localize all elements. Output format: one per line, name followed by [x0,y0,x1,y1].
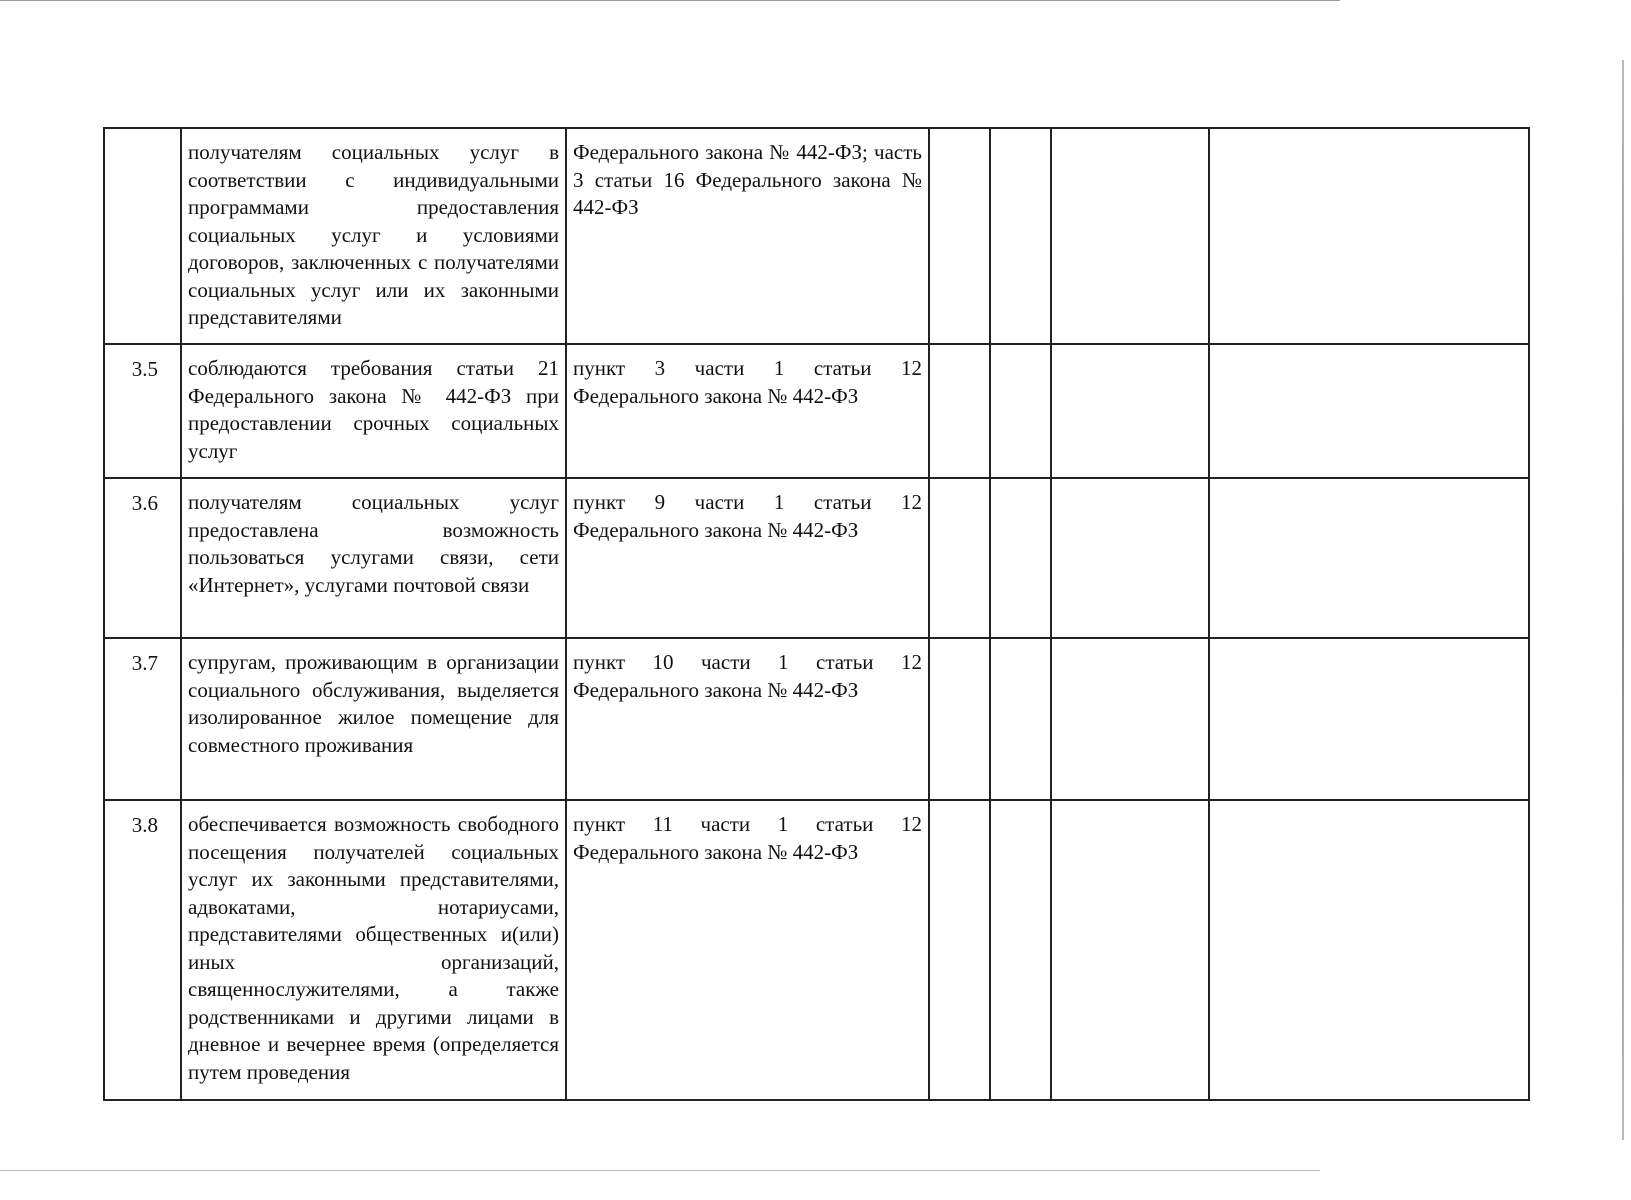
yes-cell [929,800,990,1100]
table-row [104,128,1529,344]
yes-cell [929,128,990,344]
notes-cell [1209,800,1529,1100]
notes-cell [1209,344,1529,478]
requirement-text: обеспечивается возможность свободного посещения получателей социальных услуг их законными представителями, адвокатами, нотариусами, представителями общественных и(или) иных организаций, священнослужителями, а также родственниками и другими лицами в дневное и вечернее время (определяется путем проведения [181,800,566,1100]
notes-cell [1209,478,1529,638]
no-cell [990,638,1051,800]
yes-cell [929,638,990,800]
table-row [104,478,1529,638]
no-cell [990,344,1051,478]
checklist-table [103,127,1530,1101]
not-applicable-cell [1051,638,1209,800]
table-row [104,800,1529,1100]
notes-cell [1209,128,1529,344]
row-number: 3.8 [104,800,181,1100]
yes-cell [929,344,990,478]
yes-cell [929,478,990,638]
notes-cell [1209,638,1529,800]
scan-top-edge [0,0,1340,1]
not-applicable-cell [1051,128,1209,344]
no-cell [990,800,1051,1100]
requirement-text: супругам, проживающим в организации социального обслуживания, выделяется изолированное жилое помещение для совместного проживания [181,638,566,800]
row-number: 3.5 [104,344,181,478]
not-applicable-cell [1051,478,1209,638]
requirement-text: получателям социальных услуг предоставлена возможность пользоваться услугами связи, сети «Интернет», услугами почтовой связи [181,478,566,638]
scan-bottom-edge [0,1170,1320,1171]
legal-basis-text: пункт 10 части 1 статьи 12 Федерального закона № 442-ФЗ [566,638,929,800]
table-row [104,638,1529,800]
legal-basis-text: Федерального закона № 442-ФЗ; часть 3 статьи 16 Федерального закона № 442-ФЗ [566,128,929,344]
legal-basis-text: пункт 11 части 1 статьи 12 Федерального закона № 442-ФЗ [566,800,929,1100]
table-row [104,344,1529,478]
not-applicable-cell [1051,344,1209,478]
legal-basis-text: пункт 3 части 1 статьи 12 Федерального закона № 442-ФЗ [566,344,929,478]
not-applicable-cell [1051,800,1209,1100]
row-number: 3.7 [104,638,181,800]
legal-basis-text: пункт 9 части 1 статьи 12 Федерального закона № 442-ФЗ [566,478,929,638]
requirement-text: получателям социальных услуг в соответствии с индивидуальными программами предоставления социальных услуг и условиями договоров, заключенных с получателями социальных услуг или их законными представителями [181,128,566,344]
no-cell [990,478,1051,638]
scan-right-edge [1622,60,1624,1140]
row-number [104,128,181,344]
row-number: 3.6 [104,478,181,638]
no-cell [990,128,1051,344]
requirement-text: соблюдаются требования статьи 21 Федерального закона № 442-ФЗ при предоставлении срочных социальных услуг [181,344,566,478]
